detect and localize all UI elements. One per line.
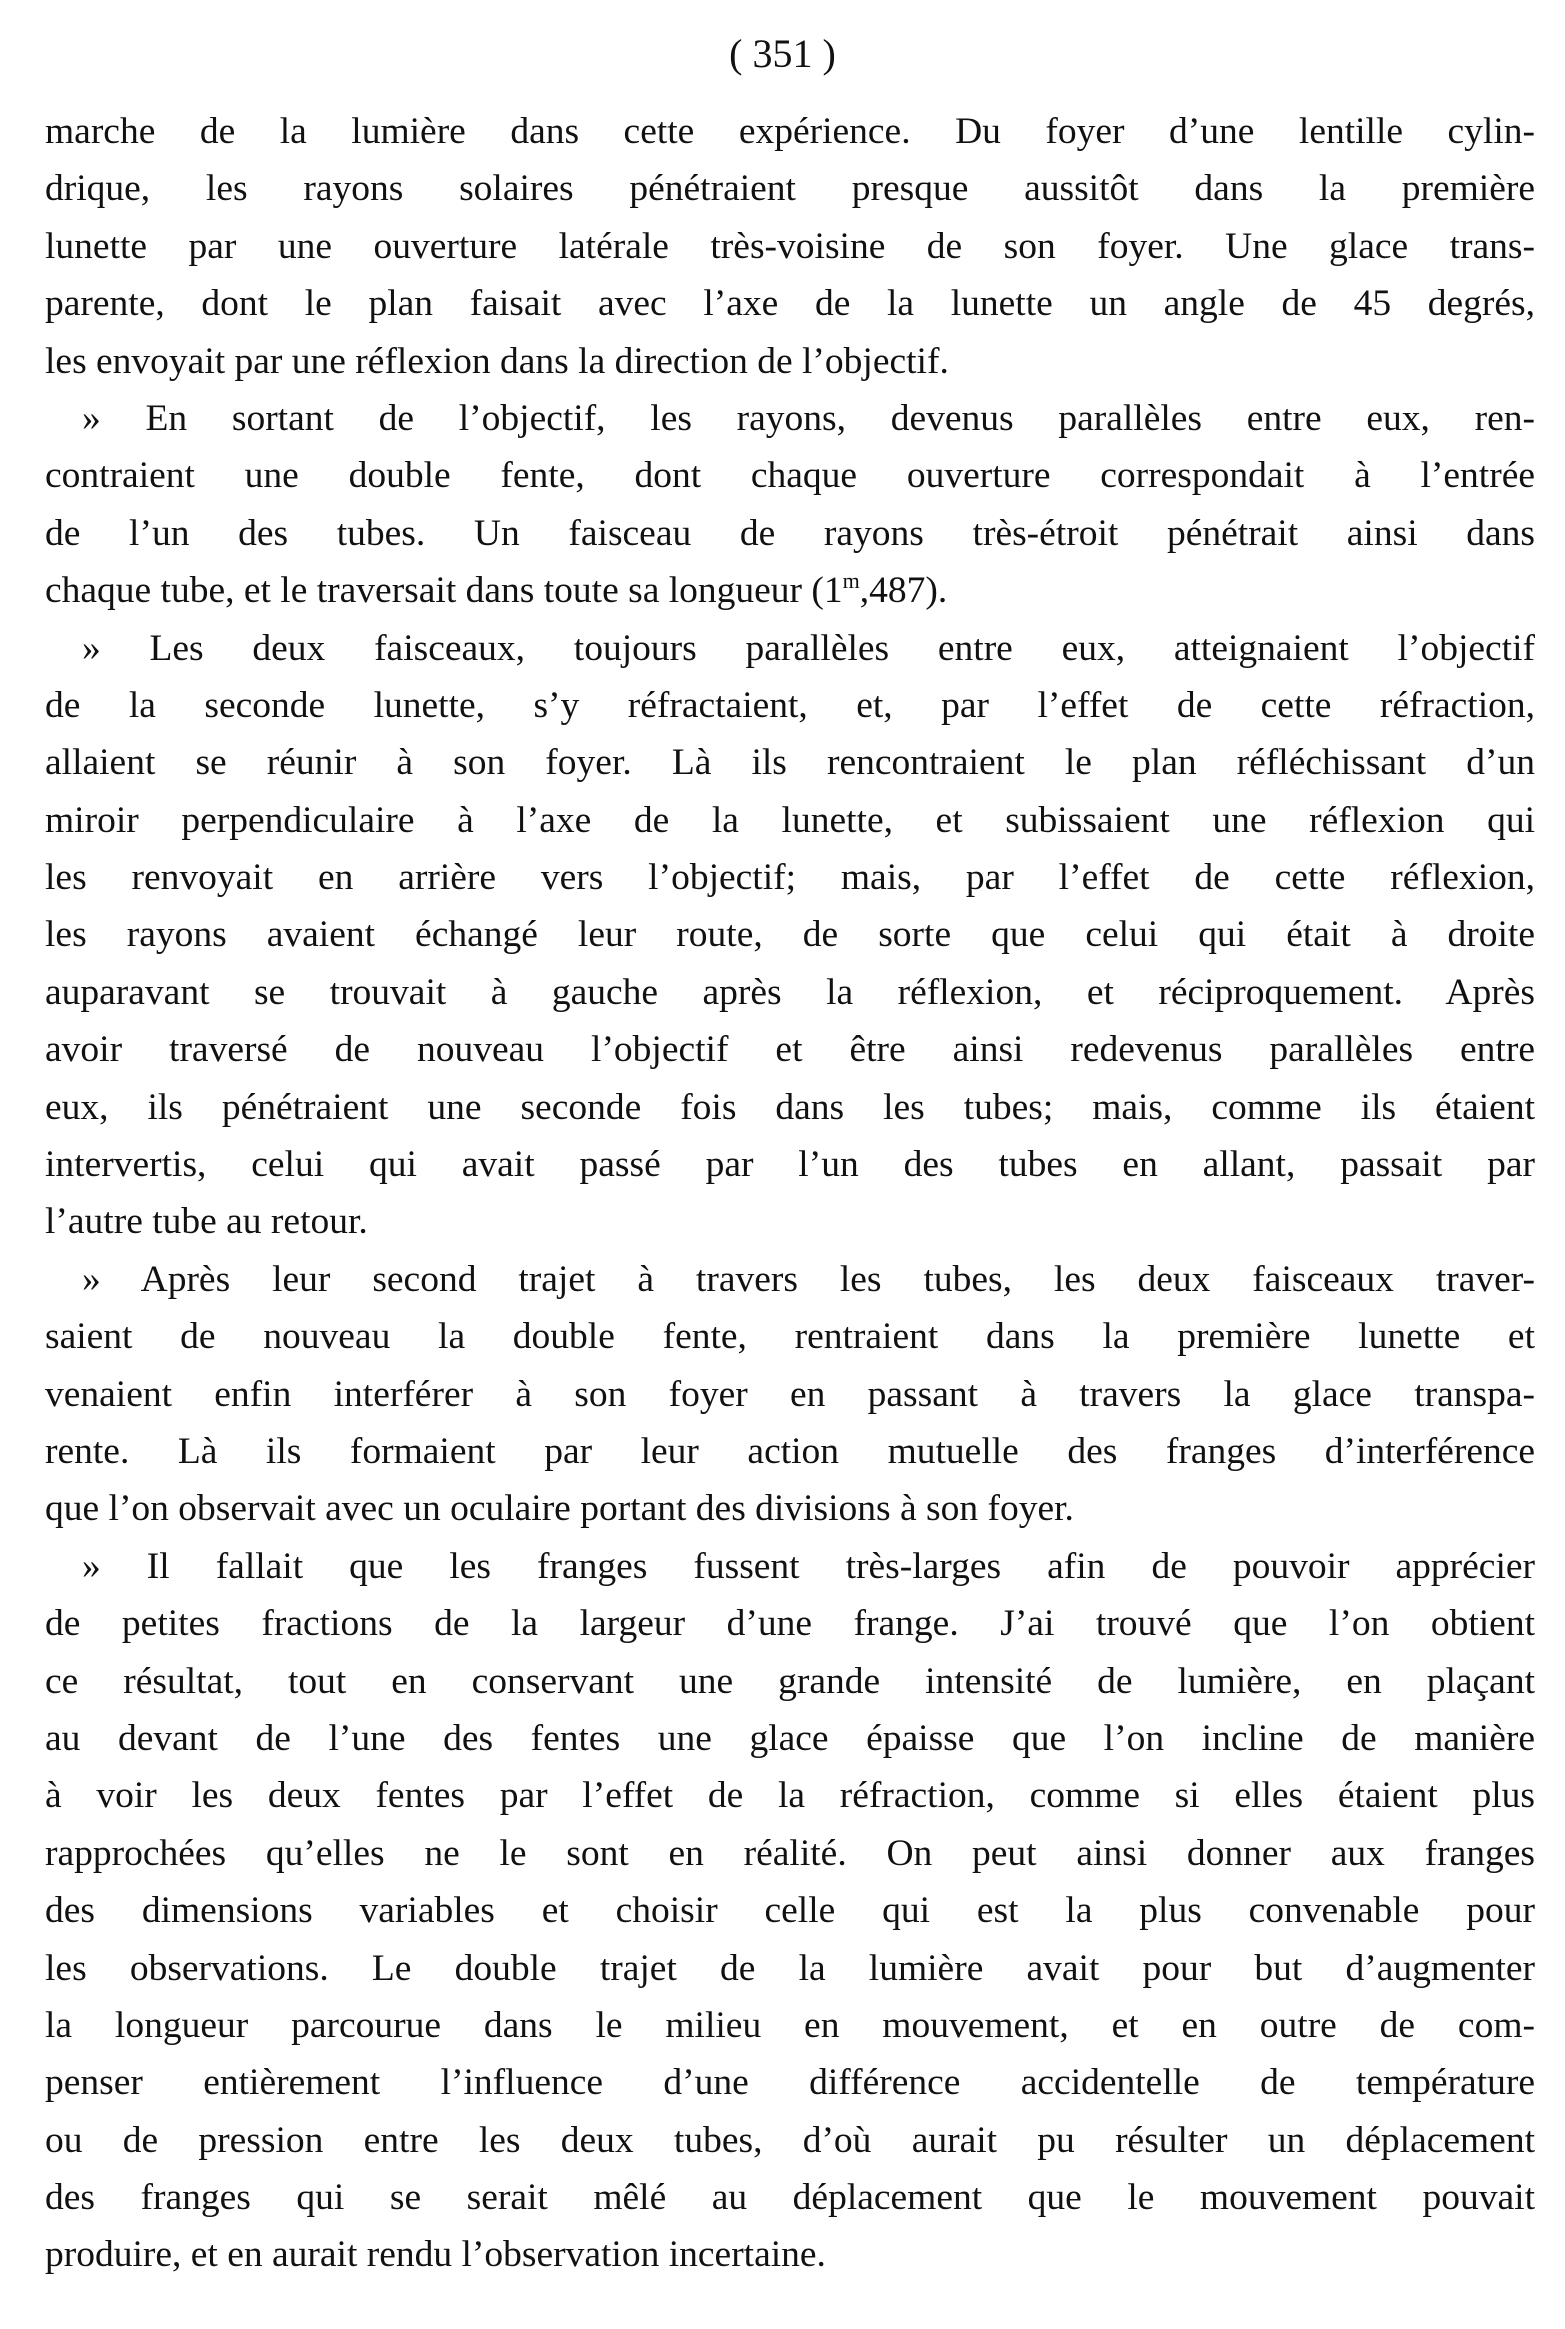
- text-line: contraient une double fente, dont chaque ouverture correspondait à l’entrée: [45, 455, 1535, 497]
- text-line: la longueur parcourue dans le milieu en mouvement, et en outre de com-: [45, 2004, 1535, 2046]
- text-line: » Les deux faisceaux, toujours parallèles entre eux, atteignaient l’objectif: [82, 627, 1535, 669]
- text-line: avoir traversé de nouveau l’objectif et être ainsi redevenus parallèles entre: [45, 1029, 1535, 1071]
- text-line: parente, dont le plan faisait avec l’axe de la lunette un angle de 45 degrés,: [45, 283, 1535, 325]
- text-line: venaient enfin interférer à son foyer en passant à travers la glace transpa-: [45, 1373, 1535, 1415]
- text-line: produire, et en aurait rendu l’observation incertaine.: [45, 2234, 826, 2276]
- text-line: » Il fallait que les franges fussent très-larges afin de pouvoir apprécier: [82, 1545, 1535, 1587]
- text-line: de petites fractions de la largeur d’une frange. J’ai trouvé que l’on obtient: [45, 1603, 1535, 1645]
- text-line: eux, ils pénétraient une seconde fois dans les tubes; mais, comme ils étaient: [45, 1086, 1535, 1128]
- text-line: » En sortant de l’objectif, les rayons, devenus parallèles entre eux, ren-: [82, 397, 1535, 439]
- text-line: rente. Là ils formaient par leur action mutuelle des franges d’interférence: [45, 1430, 1535, 1472]
- text-line: que l’on observait avec un oculaire portant des divisions à son foyer.: [45, 1488, 1074, 1530]
- text-line: les renvoyait en arrière vers l’objectif; mais, par l’effet de cette réflexion,: [45, 857, 1535, 899]
- text-line: des dimensions variables et choisir celle qui est la plus convenable pour: [45, 1890, 1535, 1932]
- text-line: [45, 562, 1535, 619]
- text-line: auparavant se trouvait à gauche après la réflexion, et réciproquement. Après: [45, 971, 1535, 1013]
- text-line: miroir perpendiculaire à l’axe de la lunette, et subissaient une réflexion qui: [45, 799, 1535, 841]
- text-line: l’autre tube au retour.: [45, 1201, 368, 1243]
- text-line: les rayons avaient échangé leur route, de sorte que celui qui était à droite: [45, 914, 1535, 956]
- text-line: les envoyait par une réflexion dans la direction de l’objectif.: [45, 340, 949, 382]
- text-line: ou de pression entre les deux tubes, d’où aurait pu résulter un déplacement: [45, 2119, 1535, 2161]
- text-line: ce résultat, tout en conservant une grande intensité de lumière, en plaçant: [45, 1660, 1535, 1702]
- text-line: penser entièrement l’influence d’une différence accidentelle de température: [45, 2062, 1535, 2104]
- text-line: rapprochées qu’elles ne le sont en réalité. On peut ainsi donner aux franges: [45, 1832, 1535, 1874]
- page-body: [45, 103, 1535, 2284]
- text-line: marche de la lumière dans cette expérience. Du foyer d’une lentille cylin-: [45, 111, 1535, 152]
- text-segment: chaque tube, et le traversait dans toute sa longueur (1: [45, 570, 843, 612]
- page-number: ( 351 ): [729, 31, 836, 76]
- paragraph: [45, 103, 1535, 390]
- text-line: des franges qui se serait mêlé au déplacement que le mouvement pouvait: [45, 2177, 1535, 2219]
- text-line: saient de nouveau la double fente, rentraient dans la première lunette et: [45, 1316, 1535, 1358]
- text-line: allaient se réunir à son foyer. Là ils rencontraient le plan réfléchissant d’un: [45, 742, 1535, 784]
- text-line: » Après leur second trajet à travers les tubes, les deux faisceaux traver-: [82, 1258, 1535, 1300]
- text-line: lunette par une ouverture latérale très-voisine de son foyer. Une glace trans-: [45, 225, 1535, 267]
- text-segment: ,487).: [859, 570, 948, 612]
- text-line: de l’un des tubes. Un faisceau de rayons très-étroit pénétrait ainsi dans: [45, 512, 1535, 554]
- text-line: les observations. Le double trajet de la lumière avait pour but d’augmenter: [45, 1947, 1535, 1989]
- text-line: au devant de l’une des fentes une glace épaisse que l’on incline de manière: [45, 1717, 1535, 1759]
- text-line: intervertis, celui qui avait passé par l’un des tubes en allant, passait par: [45, 1144, 1535, 1186]
- text-line: drique, les rayons solaires pénétraient presque aussitôt dans la première: [45, 168, 1535, 210]
- superscript: m: [842, 568, 860, 594]
- paragraph: [45, 1538, 1535, 2284]
- text-line: à voir les deux fentes par l’effet de la réfraction, comme si elles étaient plus: [45, 1775, 1535, 1817]
- paragraph: [45, 620, 1535, 1251]
- text-line: de la seconde lunette, s’y réfractaient, et, par l’effet de cette réfraction,: [45, 684, 1535, 726]
- paragraph: [45, 1251, 1535, 1538]
- paragraph: [45, 390, 1535, 620]
